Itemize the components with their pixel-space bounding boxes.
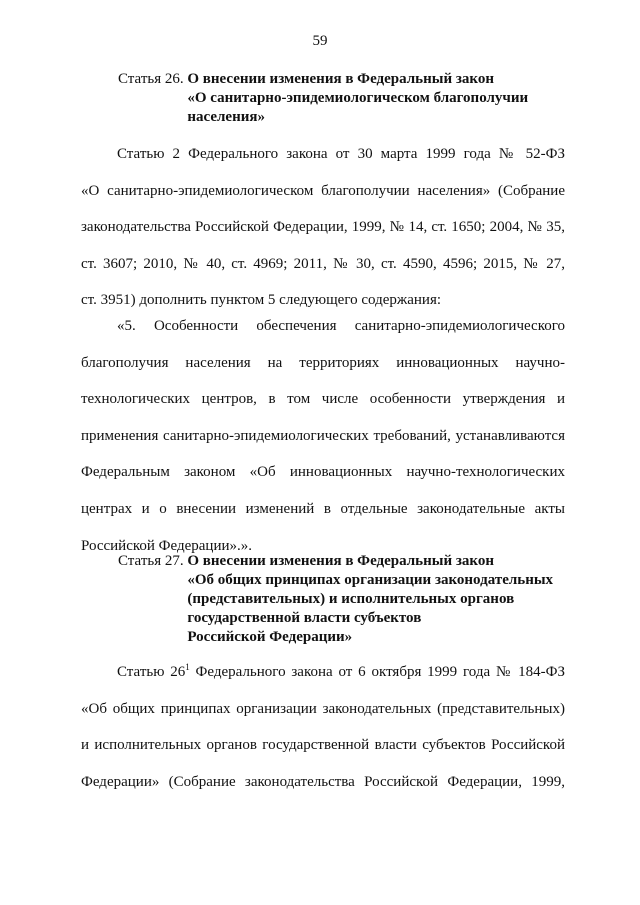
article-26-heading bbox=[118, 70, 528, 127]
page-number: 59 bbox=[312, 33, 328, 49]
body-line: Федерации» (Собрание законодательства Российской Федерации, 1999, bbox=[81, 773, 565, 790]
body-line: центрах и о внесении изменений в отдельные законодательные акты bbox=[81, 500, 565, 517]
body-line: Российской Федерации».». bbox=[81, 537, 253, 554]
article-26-label: Статья 26. bbox=[118, 71, 184, 87]
body-line: «О санитарно-эпидемиологическом благополучии населения» (Собрание bbox=[81, 182, 565, 199]
article-27-title-line: Российской Федерации» bbox=[187, 629, 353, 645]
article-26-title bbox=[187, 70, 528, 127]
article-27-heading bbox=[118, 552, 553, 647]
article-26-title-line: «О санитарно-эпидемиологическом благополучии bbox=[187, 90, 529, 106]
article-26-amendment-text bbox=[81, 308, 565, 564]
article-27-title-line: «Об общих принципах организации законодательных bbox=[187, 572, 554, 588]
body-line: ст. 3607; 2010, № 40, ст. 4969; 2011, № 30, ст. 4590, 4596; 2015, № 27, bbox=[81, 255, 565, 272]
body-line: Федеральным законом «Об инновационных научно-технологических bbox=[81, 464, 565, 481]
article-27-label: Статья 27. bbox=[118, 553, 184, 569]
body-line: ст. 3951) дополнить пунктом 5 следующего содержания: bbox=[81, 292, 442, 309]
article-27-body bbox=[81, 654, 565, 800]
body-line-rest: Федерального закона от 6 октября 1999 года № 184-ФЗ bbox=[189, 664, 565, 680]
body-line: благополучия населения на территориях инновационных научно- bbox=[81, 354, 565, 371]
body-line bbox=[81, 654, 565, 691]
article-26-title-line: О внесении изменения в Федеральный закон bbox=[187, 71, 494, 87]
body-line-start: Статью 26 bbox=[117, 664, 186, 680]
body-line: применения санитарно-эпидемиологических требований, устанавливаются bbox=[81, 427, 565, 444]
body-line: и исполнительных органов государственной власти субъектов Российской bbox=[81, 737, 565, 754]
body-line: законодательства Российской Федерации, 1999, № 14, ст. 1650; 2004, № 35, bbox=[81, 219, 565, 236]
article-27-title-line: (представительных) и исполнительных органов bbox=[187, 591, 515, 607]
article-27-title-line: О внесении изменения в Федеральный закон bbox=[187, 553, 494, 569]
article-27-title-line: государственной власти субъектов bbox=[187, 610, 422, 626]
body-line: «Об общих принципах организации законодательных (представительных) bbox=[81, 700, 565, 717]
body-line: «5. Особенности обеспечения санитарно-эпидемиологического bbox=[117, 318, 565, 334]
superscript-index: 1 bbox=[185, 662, 190, 672]
body-line: технологических центров, в том числе особенности утверждения и bbox=[81, 391, 565, 408]
article-26-title-line: населения» bbox=[187, 109, 265, 125]
article-27-title bbox=[187, 552, 553, 647]
body-line: Статью 2 Федерального закона от 30 марта 1999 года № 52-ФЗ bbox=[117, 146, 565, 162]
article-26-body bbox=[81, 136, 565, 319]
